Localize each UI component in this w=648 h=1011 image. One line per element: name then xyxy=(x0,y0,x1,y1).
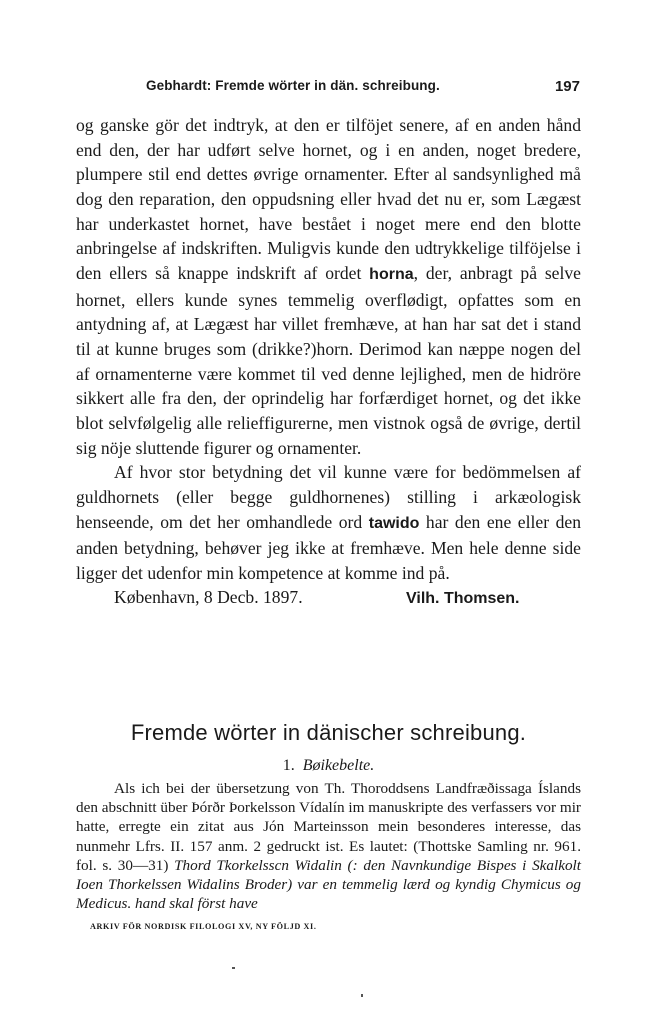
place-date: København, 8 Decb. 1897. xyxy=(114,587,303,608)
paragraph-1-text-a: og ganske gör det indtryk, at den er tilföjet senere, af en anden hånd end den, der har udført selve hornet, og i en anden, noget bredere, plumpere stil end dettes øvrige ornamenter. Efter al sandsynlighed må dog den reparation, den oppudsning eller hvad det nu er, som Lægæst har underkastet hornet, have bestået i noget mere end den blotte anbringelse af indskriften. Muligvis kunde den udtrykkelige tilföjelse i den ellers så knappe indskrift af ordet xyxy=(76,115,581,283)
highlighted-word-horna: horna xyxy=(369,265,414,283)
running-head-title: Gebhardt: Fremde wörter in dän. schreibung. xyxy=(146,78,440,93)
paragraph-2 xyxy=(76,460,581,585)
author-signature: Vilh. Thomsen. xyxy=(406,590,520,608)
signature-line xyxy=(76,585,581,610)
subsection-title: Bøikebelte. xyxy=(302,757,375,774)
signature-footer: ARKIV FÖR NORDISK FILOLOGI XV, NY FÖLJD XI. xyxy=(90,922,317,931)
section-paragraph xyxy=(76,779,581,913)
print-speck xyxy=(232,967,235,969)
section-quote: Thord Tkorkelsscn Widalin (: den Navnkundige Bispes i Skalkolt Ioen Thorkelssen Widalins Broder) var en temmelig lærd og kyndig Chymicus og Medicus. hand skal först have xyxy=(76,856,581,913)
section-text xyxy=(76,779,581,913)
section-heading: Fremde wörter in dänischer schreibung. xyxy=(130,720,527,745)
highlighted-word-tawido: tawido xyxy=(368,514,420,532)
paragraph-2-text-b: har den ene eller den anden betydning, behøver jeg ikke at fremhæve. Men hele denne side ligger det udenfor min kompetence at komme ind på. xyxy=(76,511,581,583)
page-number: 197 xyxy=(554,78,580,95)
paragraph-1 xyxy=(76,113,581,460)
paragraph-2-text-a: Af hvor stor betydning det vil kunne være for bedömmelsen af guldhornets (eller begge guldhornenes) stilling i arkæologisk henseende, om det her omhandlede ord xyxy=(76,462,581,532)
main-text xyxy=(76,113,581,610)
subsection-number: 1. xyxy=(282,757,295,774)
print-speck xyxy=(361,994,363,997)
section-paragraph-text: Als ich bei der übersetzung von Th. Thoroddsens Landfræðissaga Íslands den abschnitt über Þórðr Þorkelsson Vídalín im manuskripte des verfassers vor mir hatte, erregte ein zitat aus Jón Marteinsson mein besonderes interesse, das nunmehr Lfrs. II. 157 anm. 2 gedruckt ist. Es lautet: (Thottske Samling nr. 961. fol. s. 30—31) xyxy=(76,780,581,874)
paragraph-1-text-b: , der, anbragt på selve hornet, ellers kunde synes temmelig overflødigt, opfattes som en antydning af, at Lægæst har villet fremhæve, at han har sat det i stand til at kunne bruges som (drikke?)horn. Derimod kan næppe nogen del af ornamenterne være kommet til ved denne lejlighed, men de hidröre sikkert alle fra den, der oprindelig har forfærdiget hornet, og det ikke blot selvfølgelig alle relieffigurerne, men vistnok også de øvrige, dertil sig nöje sluttende figurer og ornamenter. xyxy=(76,262,581,458)
subsection-heading xyxy=(76,757,581,775)
